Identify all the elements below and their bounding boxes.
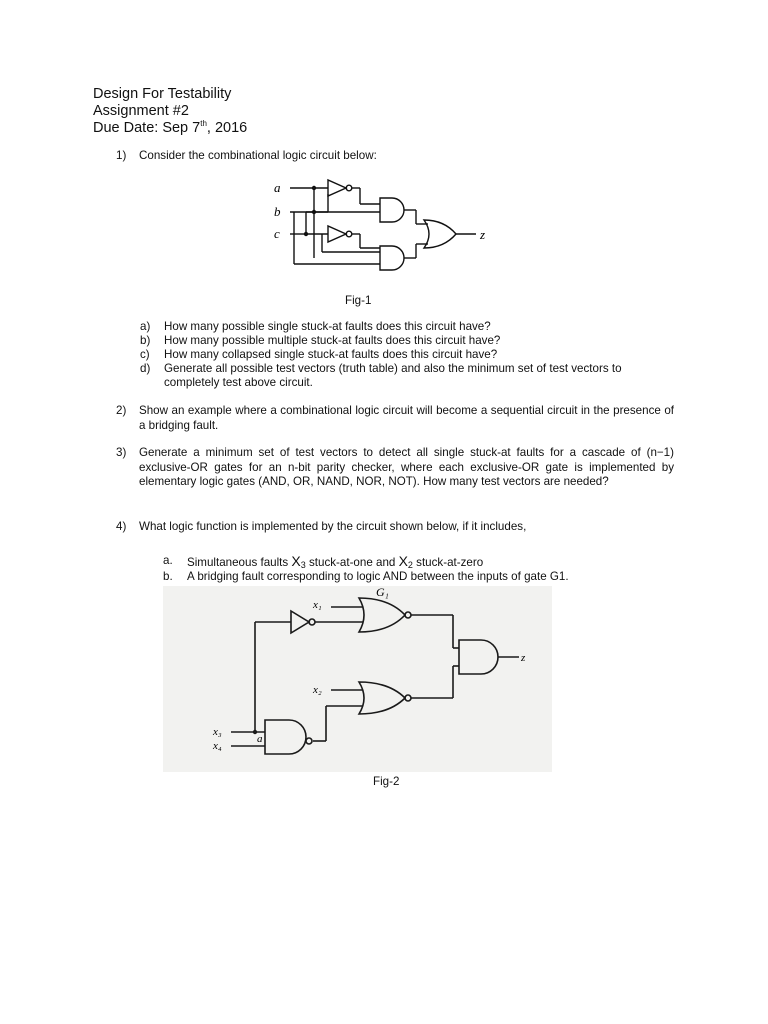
question-4-number: 4)	[116, 520, 127, 533]
due-date: Due Date: Sep 7th, 2016	[93, 119, 248, 136]
q1-subpart-b: b) How many possible multiple stuck-at faults does this circuit have?	[140, 334, 501, 347]
fig2-label-x3: x₃	[213, 726, 222, 738]
fig2-label-x2: x₂	[313, 684, 322, 696]
fig2-label-g1: G₁	[376, 586, 389, 599]
course-title: Design For Testability	[93, 86, 232, 102]
fig2-label-x1: x₁	[313, 599, 322, 611]
q1-subpart-d: d) Generate all possible test vectors (truth table) and also the minimum set of test vectors to completely test above circuit.	[140, 362, 622, 390]
question-4-text: What logic function is implemented by the circuit shown below, if it includes,	[139, 520, 527, 533]
fig-2-caption: Fig-2	[373, 775, 400, 788]
fig1-label-b: b	[274, 204, 281, 219]
q4-subpart-b: b. A bridging fault corresponding to logic AND between the inputs of gate G1.	[163, 570, 569, 583]
q1-subpart-a: a) How many possible single stuck-at faults does this circuit have?	[140, 320, 491, 333]
fig2-label-x4: x₄	[213, 740, 222, 752]
q1-subpart-c: c) How many collapsed single stuck-at faults does this circuit have?	[140, 348, 498, 361]
question-2-number: 2)	[116, 404, 127, 417]
fig-2-circuit	[163, 586, 552, 772]
fig1-label-z: z	[480, 227, 486, 242]
question-1-text: Consider the combinational logic circuit below:	[139, 149, 377, 162]
question-3-text: Generate a minimum set of test vectors to detect all single stuck-at faults for a cascade of (n−1) exclusive-OR gates for an n-bit parity checker, where each exclusive-OR gate is implemented by elementary logic gates (AND, OR, NAND, NOR, NOT). How many test vectors are needed?	[139, 446, 674, 489]
fig2-label-a: a	[257, 733, 263, 745]
question-1-number: 1)	[116, 149, 127, 162]
assignment-title: Assignment #2	[93, 103, 189, 119]
fig1-label-c: c	[274, 226, 280, 241]
question-3-number: 3)	[116, 446, 127, 459]
q4-subpart-a: a. Simultaneous faults X3 stuck-at-one and X2 stuck-at-zero	[163, 553, 484, 570]
fig1-label-a: a	[274, 180, 281, 195]
question-2-text: Show an example where a combinational logic circuit will become a sequential circuit in the presence of a bridging fault.	[139, 404, 674, 432]
fig2-label-z: z	[521, 652, 526, 664]
document-header	[93, 86, 247, 137]
fig-1-circuit	[268, 172, 498, 284]
fig-1-caption: Fig-1	[345, 294, 372, 307]
